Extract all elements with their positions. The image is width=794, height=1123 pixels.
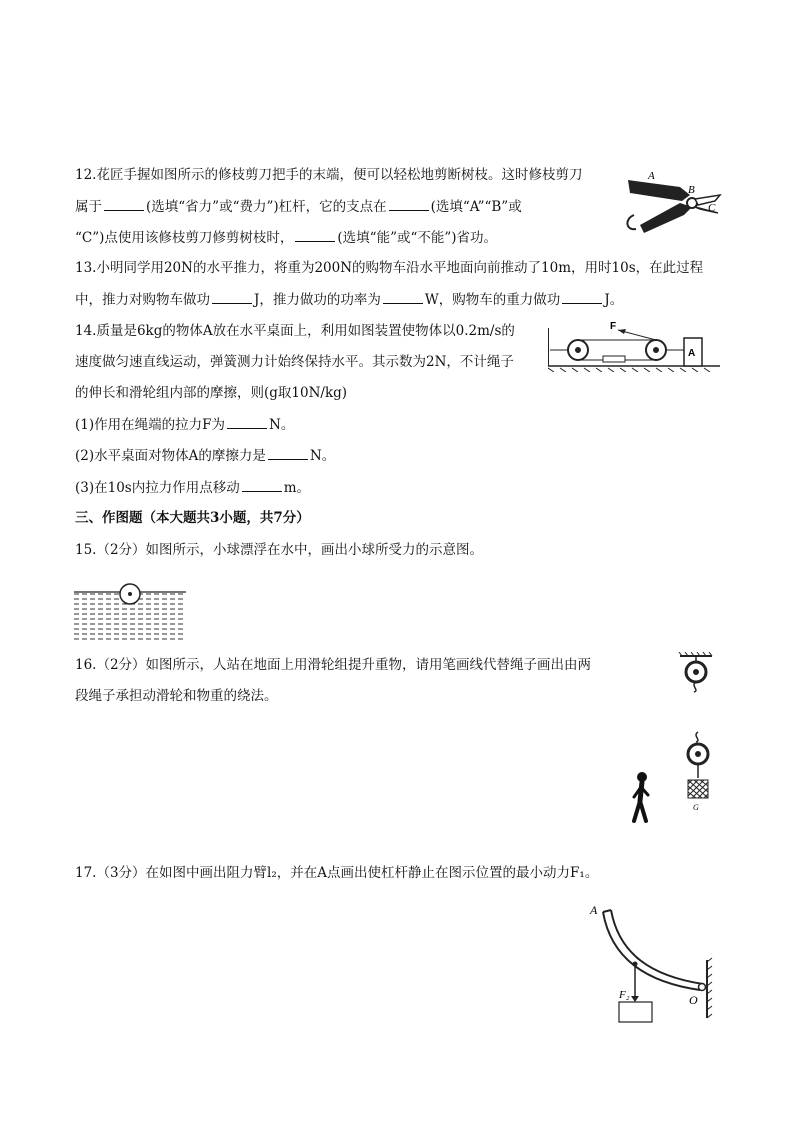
floating-ball-figure [74, 582, 186, 640]
q12-line3 [75, 227, 497, 248]
curved-lever-figure [585, 898, 720, 1028]
answer-blank[interactable] [295, 227, 335, 242]
answer-blank[interactable] [104, 196, 144, 211]
q14-text: m。 [283, 480, 311, 496]
person-figure [626, 771, 656, 825]
q15-text: 15.（2分）如图所示，小球漂浮在水中，画出小球所受力的示意图。 [75, 542, 484, 558]
answer-blank[interactable] [212, 289, 252, 304]
label-c: C [708, 202, 716, 214]
q12-text: (选填“省力”或“费力”)杠杆，它的支点在 [146, 199, 387, 215]
q14-text: (2)水平桌面对物体A的摩擦力是 [75, 448, 266, 464]
q12-text: “C”)点使用该修枝剪刀修剪树枝时， [75, 230, 294, 246]
answer-blank[interactable] [227, 414, 267, 429]
q14-part1 [75, 414, 294, 435]
q14-text: N。 [309, 448, 336, 464]
q14-text: (1)作用在绳端的拉力F为 [75, 417, 225, 433]
q12-text: (选填“能”或“不能”)省功。 [337, 230, 498, 246]
q12-line1: 12.花匠手握如图所示的修枝剪刀把手的末端，便可以轻松地剪断树枝。这时修枝剪刀 [75, 167, 583, 183]
q13-line1: 13.小明同学用20N的水平推力，将重为200N的购物车沿水平地面向前推动了10m，用时10s，在此过程 [75, 260, 704, 276]
movable-pulley-figure [678, 730, 718, 812]
q12-text: (选填“A”“B”或 [430, 199, 522, 215]
q12-text: 属于 [75, 199, 102, 215]
q12-line2 [75, 196, 522, 217]
q14-line2: 速度做匀速直线运动，弹簧测力计始终保持水平。其示数为2N，不计绳子 [75, 354, 514, 370]
q16-line2: 段绳子承担动滑轮和物重的绕法。 [75, 688, 278, 704]
q14-text: N。 [269, 417, 295, 433]
label-a: A [648, 170, 655, 182]
section-heading: 三、作图题（本大题共3小题，共7分） [75, 510, 310, 526]
q13-text: J，推力做功的功率为 [254, 292, 381, 308]
label-f: F [610, 321, 617, 332]
q14-part3 [75, 477, 310, 498]
pruning-shears-figure [620, 165, 725, 243]
fixed-pulley-figure [676, 652, 716, 694]
answer-blank[interactable] [383, 289, 423, 304]
answer-blank[interactable] [389, 196, 429, 211]
q13-text: J。 [604, 292, 624, 308]
q13-text: 中，推力对购物车做功 [75, 292, 210, 308]
q17-text: 17.（3分）在如图中画出阻力臂l₂，并在A点画出使杠杆静止在图示位置的最小动力F₁。 [75, 865, 599, 881]
q13-line2 [75, 289, 623, 310]
q14-part2 [75, 445, 335, 466]
answer-blank[interactable] [242, 477, 282, 492]
q14-line3: 的伸长和滑轮组内部的摩擦，则(g取10N/kg) [75, 385, 348, 401]
label-g: G [693, 803, 699, 812]
label-a: A [590, 903, 598, 917]
answer-blank[interactable] [562, 289, 602, 304]
label-f2: F₂ [619, 989, 630, 1001]
q13-text: W，购物车的重力做功 [424, 292, 561, 308]
label-b: B [688, 184, 695, 196]
q14-line1: 14.质量是6kg的物体A放在水平桌面上，利用如图装置使物体以0.2m/s的 [75, 323, 515, 339]
q14-text: (3)在10s内拉力作用点移动 [75, 480, 240, 496]
label-a: A [688, 348, 696, 359]
label-o: O [689, 993, 698, 1007]
answer-blank[interactable] [268, 445, 308, 460]
pulley-table-figure [548, 320, 723, 372]
q16-line1: 16.（2分）如图所示，人站在地面上用滑轮组提升重物，请用笔画线代替绳子画出由两 [75, 657, 592, 673]
